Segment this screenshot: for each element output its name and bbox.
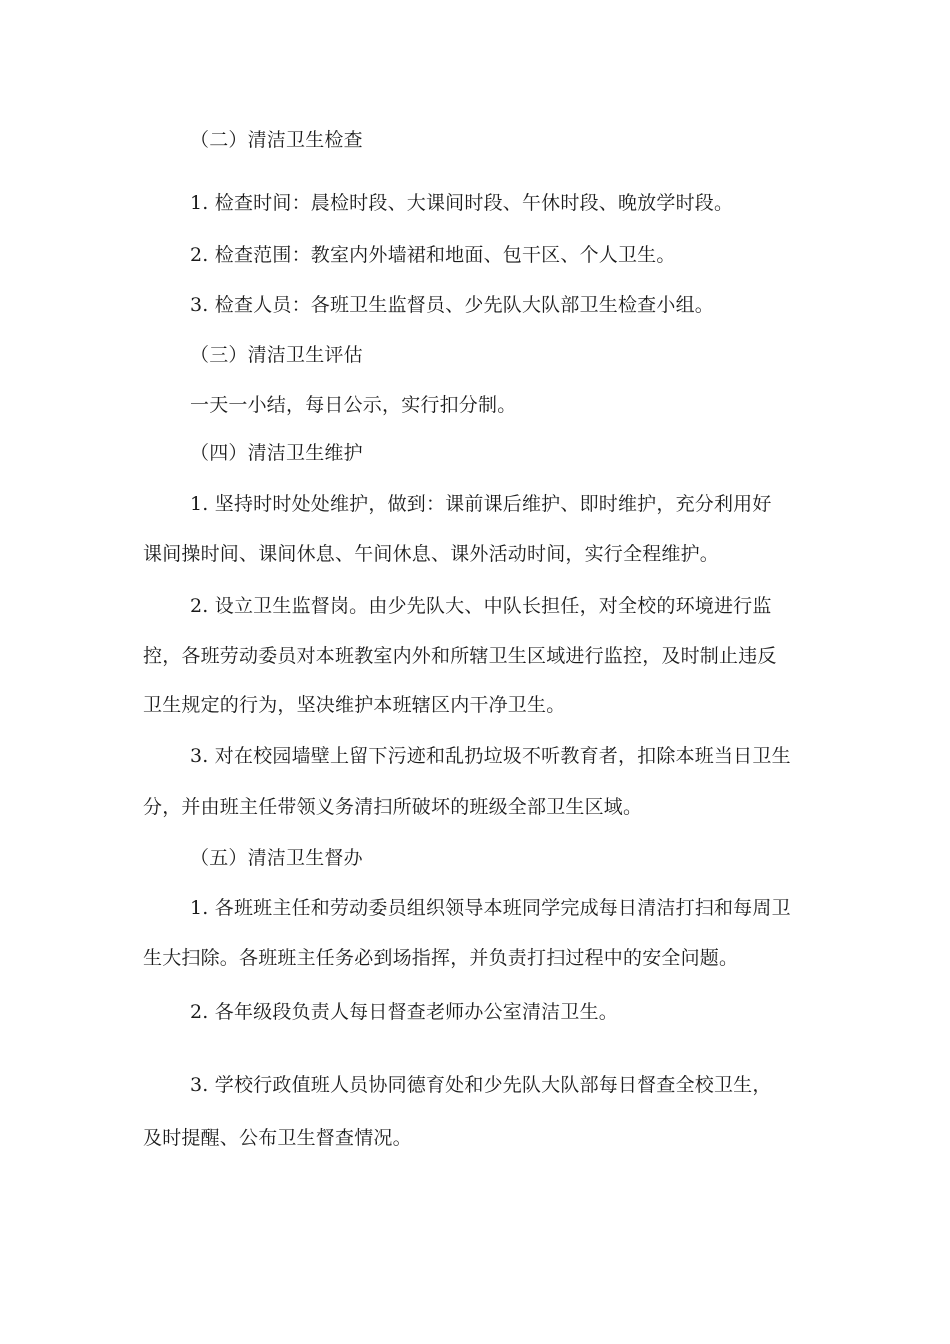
paragraph-line: 卫生规定的行为，坚决维护本班辖区内干净卫生。 <box>143 694 566 716</box>
paragraph-line: 3. 学校行政值班人员协同德育处和少先队大队部每日督查全校卫生， <box>190 1074 772 1096</box>
paragraph-line: 2. 设立卫生监督岗。由少先队大、中队长担任，对全校的环境进行监 <box>190 595 772 617</box>
paragraph-line: 2. 各年级段负责人每日督查老师办公室清洁卫生。 <box>190 1001 618 1023</box>
section-heading-supervision: （五）清洁卫生督办 <box>190 847 363 869</box>
section-heading-evaluation: （三）清洁卫生评估 <box>190 344 363 366</box>
paragraph-line: 一天一小结，每日公示，实行扣分制。 <box>190 394 517 416</box>
section-heading-inspection: （二）清洁卫生检查 <box>190 129 363 151</box>
paragraph-line: 生大扫除。各班班主任务必到场指挥，并负责打扫过程中的安全问题。 <box>143 947 739 969</box>
paragraph-line: 及时提醒、公布卫生督查情况。 <box>143 1127 412 1149</box>
section-heading-maintenance: （四）清洁卫生维护 <box>190 442 363 464</box>
paragraph-line: 3. 对在校园墙壁上留下污迹和乱扔垃圾不听教育者，扣除本班当日卫生 <box>190 745 791 767</box>
paragraph-line: 2. 检查范围：教室内外墙裙和地面、包干区、个人卫生。 <box>190 244 676 266</box>
paragraph-line: 课间操时间、课间休息、午间休息、课外活动时间，实行全程维护。 <box>143 543 720 565</box>
paragraph-line: 1. 各班班主任和劳动委员组织领导本班同学完成每日清洁打扫和每周卫 <box>190 897 791 919</box>
paragraph-line: 1. 坚持时时处处维护，做到：课前课后维护、即时维护，充分利用好 <box>190 493 772 515</box>
paragraph-line: 1. 检查时间：晨检时段、大课间时段、午休时段、晚放学时段。 <box>190 192 734 214</box>
paragraph-line: 3. 检查人员：各班卫生监督员、少先队大队部卫生检查小组。 <box>190 294 714 316</box>
paragraph-line: 分，并由班主任带领义务清扫所破坏的班级全部卫生区域。 <box>143 796 643 818</box>
paragraph-line: 控，各班劳动委员对本班教室内外和所辖卫生区域进行监控，及时制止违反 <box>143 645 777 667</box>
